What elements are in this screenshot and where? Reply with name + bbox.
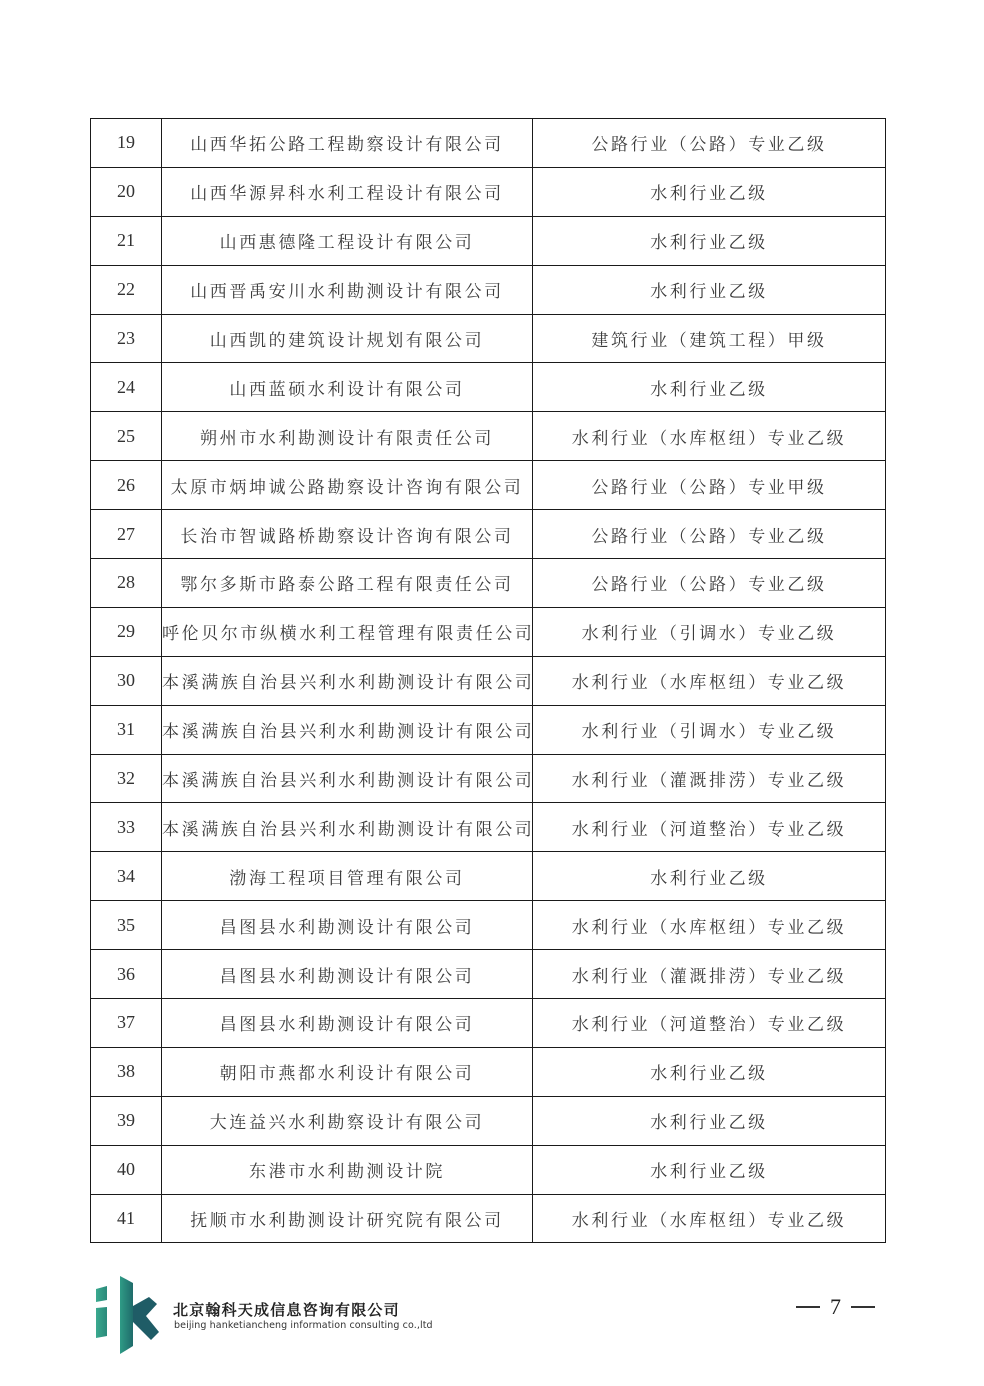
table-row xyxy=(91,119,886,168)
table-row xyxy=(91,656,886,705)
company-name-cell: 山西凯的建筑设计规划有限公司 xyxy=(162,314,533,363)
row-number: 33 xyxy=(91,803,162,852)
qualification-cell: 水利行业乙级 xyxy=(533,852,886,901)
row-number: 29 xyxy=(91,607,162,656)
table-row xyxy=(91,950,886,999)
hk-logo-icon xyxy=(93,1276,165,1356)
table-row xyxy=(91,167,886,216)
qualification-cell: 水利行业乙级 xyxy=(533,265,886,314)
row-number: 20 xyxy=(91,167,162,216)
row-number: 31 xyxy=(91,705,162,754)
company-name-cell: 山西惠德隆工程设计有限公司 xyxy=(162,216,533,265)
table-row xyxy=(91,803,886,852)
company-name-cell: 东港市水利勘测设计院 xyxy=(162,1145,533,1194)
qualification-cell: 水利行业（灌溉排涝）专业乙级 xyxy=(533,950,886,999)
company-name-cell: 山西华拓公路工程勘察设计有限公司 xyxy=(162,119,533,168)
company-name-cell: 昌图县水利勘测设计有限公司 xyxy=(162,901,533,950)
qualification-cell: 水利行业乙级 xyxy=(533,1047,886,1096)
company-name-cell: 山西华源昇科水利工程设计有限公司 xyxy=(162,167,533,216)
qualification-cell: 水利行业（水库枢纽）专业乙级 xyxy=(533,1194,886,1243)
qualification-cell: 公路行业（公路）专业乙级 xyxy=(533,559,886,608)
qualification-cell: 水利行业（灌溉排涝）专业乙级 xyxy=(533,754,886,803)
table-row xyxy=(91,754,886,803)
row-number: 25 xyxy=(91,412,162,461)
qualification-table xyxy=(90,118,886,1243)
row-number: 23 xyxy=(91,314,162,363)
qualification-cell: 水利行业（水库枢纽）专业乙级 xyxy=(533,901,886,950)
qualification-cell: 水利行业乙级 xyxy=(533,167,886,216)
row-number: 40 xyxy=(91,1145,162,1194)
table-row xyxy=(91,901,886,950)
row-number: 19 xyxy=(91,119,162,168)
table-row xyxy=(91,705,886,754)
company-name-cell: 抚顺市水利勘测设计研究院有限公司 xyxy=(162,1194,533,1243)
table-row xyxy=(91,216,886,265)
company-name-cell: 本溪满族自治县兴利水利勘测设计有限公司 xyxy=(162,754,533,803)
qualification-cell: 水利行业乙级 xyxy=(533,216,886,265)
table-row xyxy=(91,314,886,363)
table-row xyxy=(91,1194,886,1243)
table-row xyxy=(91,1096,886,1145)
qualification-cell: 水利行业（引调水）专业乙级 xyxy=(533,607,886,656)
row-number: 32 xyxy=(91,754,162,803)
qualification-cell: 水利行业乙级 xyxy=(533,1096,886,1145)
row-number: 28 xyxy=(91,559,162,608)
qualification-cell: 公路行业（公路）专业甲级 xyxy=(533,461,886,510)
qualification-cell: 水利行业（水库枢纽）专业乙级 xyxy=(533,656,886,705)
qualification-cell: 水利行业（河道整治）专业乙级 xyxy=(533,999,886,1048)
table-row xyxy=(91,852,886,901)
table-row xyxy=(91,265,886,314)
company-name-cell: 鄂尔多斯市路泰公路工程有限责任公司 xyxy=(162,559,533,608)
company-name-cell: 昌图县水利勘测设计有限公司 xyxy=(162,999,533,1048)
company-name-cell: 山西蓝硕水利设计有限公司 xyxy=(162,363,533,412)
row-number: 35 xyxy=(91,901,162,950)
table-row xyxy=(91,1145,886,1194)
company-name-cell: 昌图县水利勘测设计有限公司 xyxy=(162,950,533,999)
company-name-cell: 朔州市水利勘测设计有限责任公司 xyxy=(162,412,533,461)
row-number: 37 xyxy=(91,999,162,1048)
page-number xyxy=(796,1294,875,1320)
table-row xyxy=(91,999,886,1048)
row-number: 30 xyxy=(91,656,162,705)
company-name-cell: 本溪满族自治县兴利水利勘测设计有限公司 xyxy=(162,656,533,705)
row-number: 26 xyxy=(91,461,162,510)
table-row xyxy=(91,412,886,461)
company-name-en: beijing hanketiancheng information consulting co.,ltd xyxy=(174,1320,433,1331)
company-name-cn: 北京翰科天成信息咨询有限公司 xyxy=(173,1301,400,1319)
row-number: 34 xyxy=(91,852,162,901)
row-number: 22 xyxy=(91,265,162,314)
row-number: 21 xyxy=(91,216,162,265)
dash-right xyxy=(851,1306,875,1307)
row-number: 27 xyxy=(91,510,162,559)
qualification-cell: 水利行业乙级 xyxy=(533,1145,886,1194)
row-number: 39 xyxy=(91,1096,162,1145)
table-row xyxy=(91,1047,886,1096)
qualification-cell: 建筑行业（建筑工程）甲级 xyxy=(533,314,886,363)
table-row xyxy=(91,510,886,559)
company-name-cell: 太原市炳坤诚公路勘察设计咨询有限公司 xyxy=(162,461,533,510)
row-number: 41 xyxy=(91,1194,162,1243)
qualification-cell: 水利行业乙级 xyxy=(533,363,886,412)
table-row xyxy=(91,607,886,656)
table-row xyxy=(91,559,886,608)
company-name-cell: 呼伦贝尔市纵横水利工程管理有限责任公司 xyxy=(162,607,533,656)
qualification-cell: 水利行业（引调水）专业乙级 xyxy=(533,705,886,754)
table-row xyxy=(91,363,886,412)
company-name-cell: 长治市智诚路桥勘察设计咨询有限公司 xyxy=(162,510,533,559)
qualification-cell: 公路行业（公路）专业乙级 xyxy=(533,510,886,559)
row-number: 36 xyxy=(91,950,162,999)
page-number-value: 7 xyxy=(830,1294,841,1319)
row-number: 38 xyxy=(91,1047,162,1096)
company-name-cell: 本溪满族自治县兴利水利勘测设计有限公司 xyxy=(162,803,533,852)
company-name-cell: 山西晋禹安川水利勘测设计有限公司 xyxy=(162,265,533,314)
table-body xyxy=(91,119,886,1243)
company-name-cell: 大连益兴水利勘察设计有限公司 xyxy=(162,1096,533,1145)
company-name-cell: 朝阳市燕都水利设计有限公司 xyxy=(162,1047,533,1096)
qualification-cell: 水利行业（河道整治）专业乙级 xyxy=(533,803,886,852)
row-number: 24 xyxy=(91,363,162,412)
company-name-cell: 渤海工程项目管理有限公司 xyxy=(162,852,533,901)
qualification-cell: 水利行业（水库枢纽）专业乙级 xyxy=(533,412,886,461)
table-row xyxy=(91,461,886,510)
qualification-cell: 公路行业（公路）专业乙级 xyxy=(533,119,886,168)
dash-left xyxy=(796,1306,820,1307)
company-name-cell: 本溪满族自治县兴利水利勘测设计有限公司 xyxy=(162,705,533,754)
